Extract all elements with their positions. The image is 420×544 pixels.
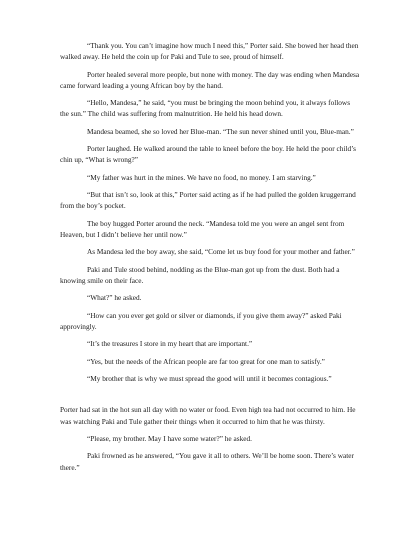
section-1 <box>60 40 360 384</box>
paragraph: Paki and Tule stood behind, nodding as the Blue-man got up from the dust. Both had a knowing smile on their face. <box>60 264 340 285</box>
paragraph: “My father was hurt in the mines. We have no food, no money. I am starving.” <box>87 172 316 182</box>
paragraph: “Please, my brother. May I have some water?” he asked. <box>87 434 252 444</box>
paragraph: As Mandesa led the boy away, she said, “Come let us buy food for your mother and father.” <box>87 247 355 257</box>
paragraph: “It’s the treasures I store in my heart that are important.” <box>87 339 253 349</box>
paragraph: “How can you ever get gold or silver or diamonds, if you give them away?” asked Paki approvingly. <box>60 310 342 331</box>
paragraph: Porter had sat in the hot sun all day with no water or food. Even high tea had not occurred to him. He was watching Paki and Tule gather their things when it occurred to him that he was thirsty. <box>60 405 356 426</box>
paragraph: The boy hugged Porter around the neck. “Mandesa told me you were an angel sent from Heaven, but I didn’t believe her until now.” <box>60 218 345 239</box>
section-break <box>60 390 360 404</box>
paragraph: Paki frowned as he answered, “You gave it all to others. We’ll be home soon. There’s water there.” <box>60 451 354 472</box>
paragraph: Porter laughed. He walked around the table to kneel before the boy. He held the poor child’s chin up, “What is wrong?” <box>60 144 357 165</box>
paragraph: Mandesa beamed, she so loved her Blue-man. “The sun never shined until you, Blue-man.” <box>87 126 354 136</box>
paragraph: “Hello, Mandesa,” he said, “you must be bringing the moon behind you, it always follows the sun.” The child was suffering from malnutrition. He held his head down. <box>60 98 351 119</box>
paragraph: “What?” he asked. <box>87 293 142 303</box>
paragraph: “Thank you. You can’t imagine how much I need this,” Porter said. She bowed her head then walked away. He held the coin up for Paki and Tule to see, proud of himself. <box>60 41 359 62</box>
paragraph: Porter healed several more people, but none with money. The day was ending when Mandesa came forward leading a young African boy by the hand. <box>60 69 360 90</box>
section-2 <box>60 404 360 472</box>
paragraph: “My brother that is why we must spread the good will until it becomes contagious.” <box>87 374 332 384</box>
paragraph: “Yes, but the needs of the African people are far too great for one man to satisfy.” <box>87 356 325 366</box>
paragraph: “But that isn’t so, look at this,” Porter said acting as if he had pulled the golden kruggerrand from the boy’s pocket. <box>60 190 356 211</box>
